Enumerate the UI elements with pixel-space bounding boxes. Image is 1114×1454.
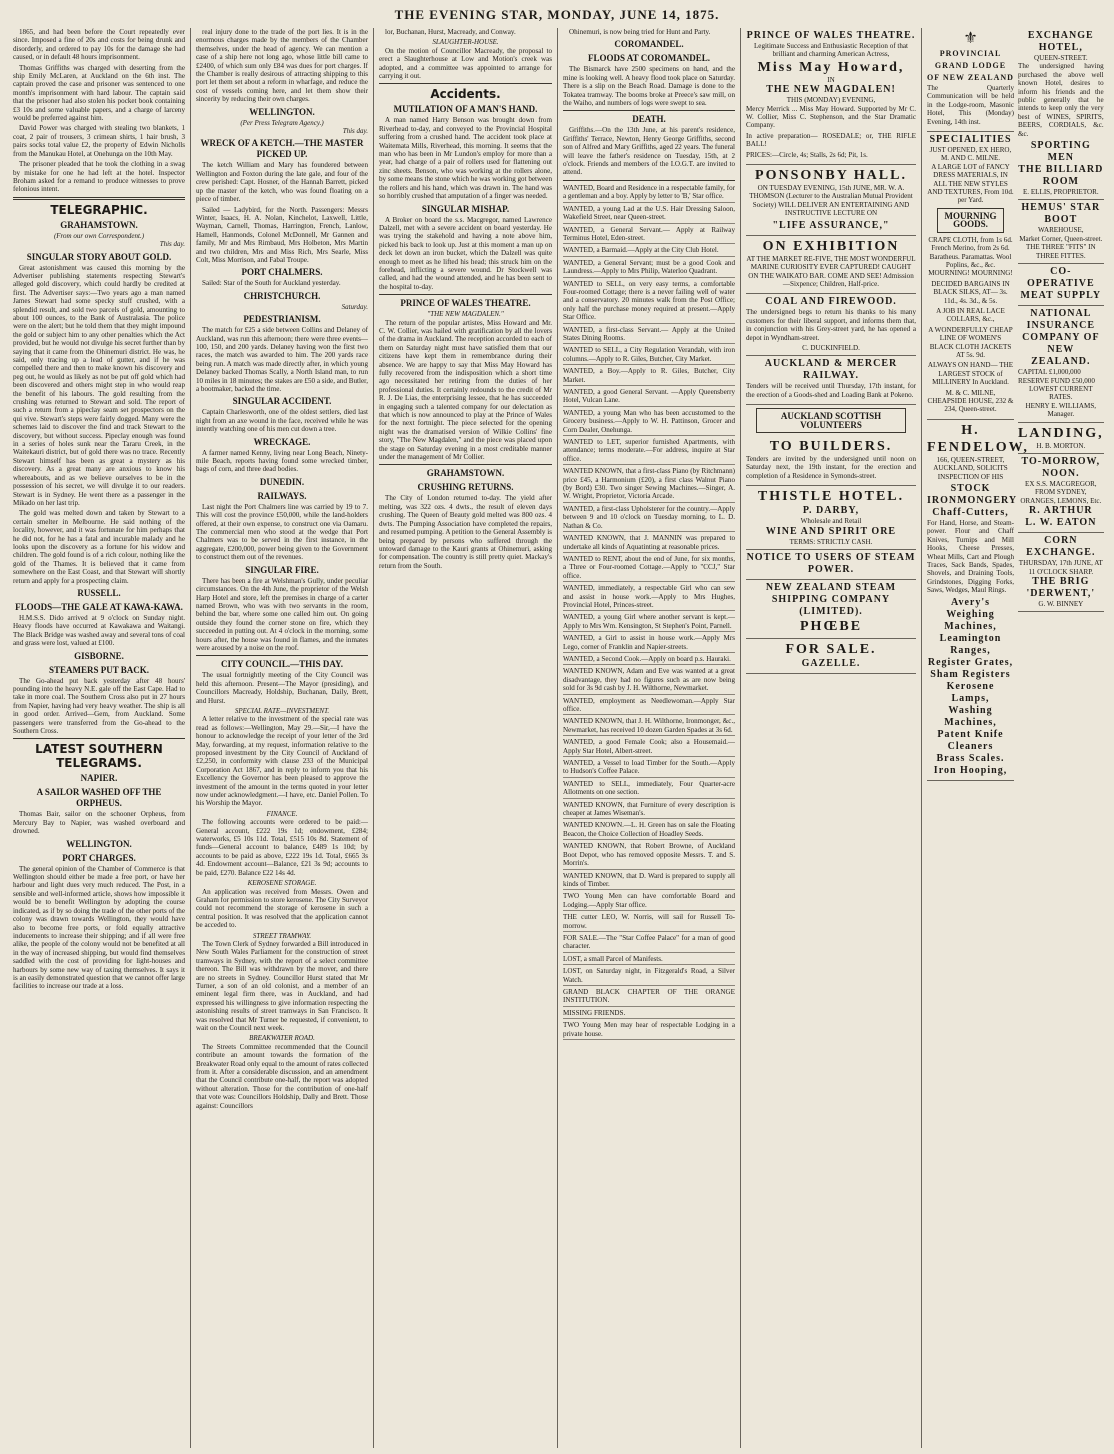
article-heading: PORT CHARGES. [62, 852, 136, 863]
article-text: lor, Buchanan, Hurst, Macready, and Conway. [385, 28, 516, 36]
article-heading: SINGULAR FIRE. [245, 564, 319, 575]
article-text: The ketch William and Mary has foundered between Wellington and Foxton during the late gale, and four of the crew perished: Capt. Hosner, of the Hannah Barrett, picked up the master of the ketch, who was found floating on a piece of timber. [196, 161, 368, 204]
article-text: Sailed — Ladybird, for the North. Passengers: Messrs Winter, Isaacs, H. A. Nolan, Kinchelot, Laxwell, Little, Wayman, Carnell, Thomas, Harrington, French, Lanlow, Hamell, Hanmonds, Colonel McDonnell, Mr Gannen and family, Mr and Mrs Rimbaud, Mrs Holbeton, Mrs Martin and two children, Mrs and Miss Rich, Mrs Searle, Miss Colt, Miss Morrison, and Fabal Troupe. [196, 205, 368, 264]
ad-title: WINE AND SPIRIT ORE [765, 525, 897, 537]
classified-ad: TWO Young Men may hear of respectable Lodging in a private house. [563, 1021, 735, 1040]
place-heading: GRAHAMSTOWN. [426, 468, 505, 479]
ad-text: THIS (MONDAY) EVENING, [786, 96, 876, 105]
classified-ad: WANTED, employment as Needlewoman.—Apply Star office. [563, 697, 735, 716]
place-heading: GISBORNE. [74, 650, 124, 661]
mourning-box: MOURNING GOODS. [937, 208, 1004, 233]
place-heading: COROMANDEL. [614, 39, 684, 50]
ad-text: H. B. MORTON. [1036, 441, 1086, 450]
ad-title: PRINCE OF WALES THEATRE. [746, 30, 916, 41]
ad-text: A JOB IN REAL LACE COLLARS, &c., [936, 306, 1005, 324]
subheading: "THE NEW MAGDALEN." [427, 310, 504, 319]
newspaper-page [8, 28, 1106, 1448]
exchange-hotel-ad [1018, 28, 1104, 200]
ad-text: ALWAYS ON HAND— THE LARGEST STOCK of MILLINERY In Auckland. [927, 361, 1014, 387]
article-text: Great astonishment was caused this morning by the Advertiser publishing statements respecting Stewart's alleged gold discovery, which could hardly be credited at first. The Advertiser says:—Two years ago a man named James Stewart had some specky stuff crushed, with a splendid result, and sold two parcels of gold, amounting to about 100 ounces, to the Bank of Australasia. The police were on the alert; but he told them that they might impound the gold or subject him to any other penalties which the Act provided, but he would not divulge his secret further than by saying that it came from the Ohinemuri district. He was, he said, only tracing up a lead of gutter, and if he was compelled there and then to make known his discovery and peg out, he would as likely as not be put off gold which had been discovered and others might step in who would reap the benefit of his labours. The gold resulting from the crushing was returned to Stewart and sold. The report of such a return from a pipeclay seam set prospectors on the qui vive. Stewart's steps were fairly dogged. Many were the schemes laid to discover the find and track Stewart to the discovery, but without success. Pipeclay enough was found in a series of holes sunk near the Tararu Creek, in the Waitekauri district, but of gold there was no trace. Recently Stewart himself has been as great a mystery as his discovery. As a great many are anxious to know his whereabouts, and as we believe ourselves to be in the possession of his secret, we will divulge it to our readers. Stewart is in Sydney. He went there as a passenger in the Mikado on her last trip. [13, 263, 185, 507]
ad-text: THE THREE "FITS" IN THREE FITTES. [1025, 243, 1096, 260]
ad-title: IRONMONGERY [927, 495, 1018, 507]
ad-text: Legitimate Success and Enthusiastic Reception of that brilliant and charming American Actress, [753, 42, 909, 59]
place-heading: WELLINGTON. [249, 106, 315, 117]
article-heading: SINGULAR MISHAP. [421, 203, 510, 214]
ad-text: A LARGE LOT of FANCY DRESS MATERIALS, IN ALL THE NEW STYLES AND TEXTURES, From 10d. per Yard. [927, 162, 1014, 205]
article-text: 1865, and had been before the Court repeatedly ever since. Imposed a fine of 20s and costs for being drunk and disorderly, and ordered to pay 10s for the damage she had caused, or in default 48 hours imprisonment. [13, 28, 185, 62]
classified-ad: WANTED, a Barmaid.—Apply at the City Club Hotel. [563, 246, 735, 256]
article-heading: CITY COUNCIL.—THIS DAY. [220, 659, 344, 670]
classified-ad: WANTED, immediately, a respectable Girl who can sew and assist in house work.—Apply to Mrs Hughes, Provincial Hotel, Princes-street. [563, 584, 735, 611]
classified-ad: WANTED KNOWN.—L. H. Green has on sale the Floating Beacon, the Choice Collection of Hoadley Seeds. [563, 821, 735, 840]
ad-text: The Quarterly Communication will be held in the Lodge-room, Masonic Hotel, This (Monday) Evening, 14th inst. [927, 84, 1014, 126]
classified-ad: WANTED, a Vessel to load Timber for the South.—Apply to Hudson's Coffee Palace. [563, 759, 735, 778]
article-text: On the motion of Councillor Macready, the proposal to erect a Slaughterhouse at Low and Motion's creek was adopted, and a committee was appointed to arrange for carrying it out. [379, 46, 552, 81]
classified-ad: GRAND BLACK CHAPTER OF THE ORANGE INSTITUTION. [563, 988, 735, 1007]
column-6 [922, 28, 1106, 1448]
compass-square-icon: ⚜ [963, 30, 978, 47]
ad-text: HENRY E. WILLIAMS, Manager. [1025, 401, 1097, 419]
ad-title: THE NEW MAGDALEN! [766, 84, 896, 96]
ad-text: TERMS: STRICTLY CASH. [789, 537, 873, 546]
classified-ad: TWO Young Men can have comfortable Board and Lodging.—Apply Star office. [563, 892, 735, 911]
corn-exchange-ad [1018, 533, 1104, 612]
article-text: Captain Charlesworth, one of the oldest settlers, died last night from an axe wound in the face, received while he was intently watching one of his men cut down a tree. [196, 408, 368, 434]
ad-title: L. W. EATON [1025, 517, 1097, 529]
article-text: The Streets Committee recommended that the Council contribute an amount towards the formation of the Breakwater Road only equal to the amount of rates collected from it. After a considerable discussion, and an amendment that the Council contribute one-half, the report was adopted without alteration. Those for the contribution of one-half that vote was: Councillors Holdship, Dally and Brett. Those against: Councillors [196, 1042, 368, 1110]
ad-title: THE BRIG 'DERWENT,' [1026, 575, 1096, 599]
article-text: The following accounts were ordered to be paid:—General account, £222 19s 1d; endowment, £284; waterworks, £5 10s 11d. Total, £515 10s 8d. Statement of funds—General account to balance, £489 1s 10d; by accounts to be paid as above, £222 19s 1d. Total, £665 3s 4d. Endowment account—Balance, £21 3s 9d; accounts to be paid, £270. Balance £22 14s 4d. [196, 818, 368, 877]
article-heading: SINGULAR STORY ABOUT GOLD. [26, 251, 172, 262]
ad-text: CAPITAL £1,000,000 [1018, 368, 1081, 377]
ad-text: Mercy Merrick ... Miss May Howard. Supported by Mr C. W. Collier, Miss C. Stephenson, and the Star Dramatic Company. [746, 104, 916, 130]
subheading: SPECIAL RATE—INVESTMENT. [234, 706, 330, 715]
article-text: An application was received from Messrs. Owen and Graham for permission to store kerosene. The City Surveyor could not recommend the storage of kerosene in such a central position. It was resolved that the application cannot be acceded to. [196, 887, 368, 930]
dateline: This day. [342, 127, 368, 136]
place-heading: PORT CHALMERS. [241, 267, 323, 278]
article-text: A farmer named Kenny, living near Long Beach, Ninety-mile Beach, reports having found some wrecked timber, bags of corn, and three dead bodies. [196, 448, 368, 474]
ad-text: M. & C. MILNE, CHEAPSIDE HOUSE, 232 & 234, Queen-street. [927, 388, 1014, 414]
classified-ad: WANTED, a young Girl where another servant is kept.—Apply to Mrs Wm. Kensington, St Stephen's Point, Parnell. [563, 613, 735, 632]
article-text: The usual fortnightly meeting of the City Council was held this afternoon. Present—The Mayor (presiding), and Councillors Macready, Holdship, Buchanan, Daily, Brett, and Hurst. [196, 671, 368, 705]
subheading: SLAUGHTER-HOUSE. [432, 38, 499, 47]
ad-text: G. W. BINNEY [1038, 599, 1084, 608]
column-4 [558, 28, 741, 1448]
article-text: Sailed: Star of the South for Auckland yesterday. [202, 279, 341, 288]
classified-ad: WANTED, Board and Residence in a respectable family, for a gentleman and a boy. Apply by letter to 'B,' Star office. [563, 184, 735, 203]
article-heading: PEDESTRIANISM. [243, 314, 321, 325]
classified-ad: LOST, a small Parcel of Manifests. [563, 955, 735, 965]
exhibition-ad [746, 236, 916, 295]
article-heading: MUTILATION OF A MAN'S HAND. [393, 104, 538, 115]
classified-ad: WANTED, a good Female Cook; also a Housemaid.—Apply Star Hotel, Albert-street. [563, 738, 735, 757]
article-text: The general opinion of the Chamber of Commerce is that Wellington should either be made a free port, or have her harbour and light dues very much reduced. The Post, in a sensible and well-informed article, shows how impossible it would be to benefit Wellington by adopting the course indicated, as if by so doing the trade of the other ports of the colony was drawn towards Wellington, they would have also to become free ports, or fold equally attractive inducements to increase their shipping; and if all were free alike, the people of the colony would not be benefited at all in the way of increased shipping, but would find themselves saddled with the cost of providing for light-houses and harbours by some new way of taxing themselves. It says it is an easily demonstrated question that we cannot offer large facilities to increase our trade at a loss. [13, 864, 185, 991]
section-heading: TELEGRAPHIC. [50, 202, 148, 217]
dateline: This day. [159, 240, 185, 249]
ad-title: Register Grates, Sham Registers [927, 656, 1014, 680]
article-text: real injury done to the trade of the port lies. It is in the enormous charges made by the members of the Chamber themselves, under the head of agency. We can mention a case of a ship here not long ago, whose little bill came to £2400, of which sum only £84 was dues for port charges. If the Chamber is really desirous of attracting shipping to this port let them set about a reform in wharfage, and reduce the cost of vessels coming here, and let them show their sincerity by reducing their own charges. [196, 28, 368, 104]
ad-text: RESERVE FUND £50,000 [1018, 376, 1095, 385]
article-text: A Broker on board the s.s. Macgregor, named Lawrence Dalzell, met with a severe accident on board yesterday. He was trying the stakehold and having a note above him, picked his back to look up. Just at this moment a man up on deck let down an iron bucket, which the Dalzell was quite enough to meet as he lifted his head; this struck him on the forehead, inflicting a severe wound. Dr Stockwell was called, and had the wound attended, and he has been sent to the hospital to-day. [379, 215, 552, 291]
classified-ad: THE cutter LEO, W. Norris, will sail for Russell To-morrow. [563, 913, 735, 932]
ad-title: GAZELLE. [801, 658, 861, 669]
ad-title: NOTICE TO USERS OF STEAM POWER. [746, 552, 916, 575]
article-heading: SINGULAR ACCIDENT. [232, 396, 332, 407]
classified-ad: WANTED KNOWN, that J. H. Wilthorne, Ironmonger, &c., Newmarket, has received 10 dozen Garden Spades at 3s 6d. [563, 717, 735, 736]
ad-title: Washing Machines, Patent Knife Cleaners [937, 704, 1004, 752]
article-heading: FLOODS AT COROMANDEL. [588, 53, 710, 64]
ad-text: E. ELLIS, PROPRIETOR. [1022, 188, 1099, 197]
classified-ad: WANTED to SELL, on very easy terms, a comfortable Four-roomed Cottage; there is a never failing well of water and a conservatory. 20 minutes walk from the Post Office; only half the purchase money required at present.—Apply Star Office. [563, 280, 735, 324]
article-text: A man named Harry Benson was brought down from Riverhead to-day, and conveyed to the Provincial Hospital suffering from a crushed hand. The accident took place at Waitemata Mills, Riverhead, this morning. It seems that the man who has been in Mr Lundon's employ for more than a year, had charge of a pair of rollers used for flattening out zinc sheets. Benson, who was working at the rollers alone, by some means the stone which he was working got between the rollers and his hand, which was drawn in. The hand was so horribly crushed that amputation of a finger was needed. [379, 116, 552, 201]
place-heading: WELLINGTON. [66, 838, 132, 849]
subheading: STREET TRAMWAY. [252, 931, 312, 940]
article-text: Ohinemuri, is now being tried for Hunt and Party. [569, 28, 711, 36]
article-heading: WRECK OF A KETCH.—THE MASTER PICKED UP. [200, 138, 364, 160]
ad-title: TO-MORROW, NOON. [1021, 455, 1101, 479]
ad-title: "LIFE ASSURANCE," [772, 219, 890, 231]
column-3 [374, 28, 558, 1448]
meat-ad [1018, 264, 1104, 306]
place-heading: RUSSELL. [77, 587, 121, 598]
classified-ad: WANTED, a General Servant.— Apply at Railway Terminus Hotel, Eden-street. [563, 226, 735, 245]
classified-ad: WANTED KNOWN, that J. MANNIN was prepared to undertake all kinds of Aquatinting at reasonable prices. [563, 534, 735, 553]
lecture-ad [746, 165, 916, 236]
classified-ad: WANTED to RENT, about the end of June, for six months, a Three or Four-roomed Cottage.—Apply to "CCJ," Star office. [563, 555, 735, 582]
article-heading: A SAILOR WASHED OFF THE ORPHEUS. [36, 787, 162, 809]
ad-text: AT THE MARKET RE-FIVE, THE MOST WONDERFUL MARINE CURIOSITY EVER CAPTURED! CAUGHT ON THE WAIKATO BAR. COME AND SEE! Admission—Sixpence; Children, Half-price. [746, 254, 916, 288]
section-heading: LATEST SOUTHERN TELEGRAMS. [35, 742, 163, 771]
place-heading: GRAHAMSTOWN. [60, 219, 138, 230]
ad-text: DECIDED BARGAINS IN BLACK SILKS, AT— 3s. 11d., 4s. 3d., & 5s. [931, 279, 1010, 305]
ad-text: JUST OPENED, EX HERO, [929, 146, 1012, 155]
subheading: BREAKWATER ROAD. [249, 1034, 315, 1043]
volunteers-notice: AUCKLAND SCOTTISH VOLUNTEERS [756, 408, 906, 433]
classified-ad: WANTED, a Boy.—Apply to R. Giles, Butcher, City Market. [563, 367, 735, 386]
place-heading: CHRISTCHURCH. [243, 290, 321, 301]
ad-text: Wholesale and Retail [800, 517, 862, 526]
notice-text: Griffiths.—On the 13th June, at his parent's residence, Griffiths' Terrace, Newton, Henry George Griffiths, second son of Alfred and Mary Griffiths, aged 22 years. The funeral will leave the father's residence on Tuesday, 15th, at 2 o'clock. Friends and members of the I.O.G.T. are invited to attend. [563, 126, 735, 177]
dateline: Saturday. [341, 302, 368, 311]
ad-text: The undersigned begs to return his thanks to his many customers for their liberal support, and informs them that, in conjunction with his Grey-street yard, he has opened a depot in Wyndham-street. [746, 308, 916, 342]
column-1 [8, 28, 191, 1448]
place-heading: NAPIER. [80, 773, 118, 784]
article-heading: FLOODS—THE GALE AT KAWA-KAWA. [15, 601, 183, 612]
landing-ad [1018, 423, 1104, 454]
ad-title: AUCKLAND & MERCER RAILWAY. [764, 358, 898, 382]
article-text: The City of London returned to-day. The yield after melting, was 322 ozs. 4 dwts., the result of eleven days crushing. The Queen of Beauty gold melted was 800 ozs. 4 dwts. The Pumping Association have completed the repairs, and resumed pumping. A petition to the General Assembly is being prepared by persons who suffered through the untoward damage to the Kauri grants at Ohinemuri, asking for compensation. The country is still pretty quiet. Mackay's return from the South. [379, 494, 552, 570]
fendelow-ad [927, 420, 1029, 781]
article-heading: WRECKAGE. [253, 436, 311, 447]
ad-title: P. DARBY, [802, 505, 860, 517]
column-5 [741, 28, 922, 1448]
article-heading: CRUSHING RETURNS. [417, 482, 514, 493]
classified-ad: WANTED KNOWN, that Robert Browne, of Auckland Boot Depot, who has removed opposite Messrs. T. and S. Morrin's. [563, 842, 735, 869]
ad-text: Market Corner, Queen-street. [1019, 234, 1103, 243]
hotel-ad [746, 486, 916, 550]
ad-text: ON TUESDAY EVENING, 15th JUNE, MR. W. A. THOMSON (Lecturer to the Australian Mutual Provident Society) WILL DELIVER AN ENTERTAINING AND INSTRUCTIVE LECTURE ON [749, 184, 913, 218]
ad-title: THISTLE HOTEL. [757, 489, 905, 505]
article-text: The prisoner pleaded that he took the clothing in a swag by mistake for one he had left at the hotel. Inspector Broham asked for a remand to produce witnesses to prove felonious intent. [13, 160, 185, 194]
article-heading: STEAMERS PUT BACK. [48, 664, 150, 675]
classified-ad: WANTED, a young Man who has been accustomed to the Grocery business.—Apply to W. H. Pattinson, Grocer and Corn Dealer, Onehunga. [563, 409, 735, 436]
auction-ad [1018, 454, 1104, 533]
builders-ad [746, 436, 916, 486]
ad-text: PRICES:—Circle, 4s; Stalls, 2s 6d; Pit, 1s. [746, 150, 868, 159]
classified-ad: WANTED, a good General Servant. —Apply Queensberry Hotel, Vulcan Lane. [563, 388, 735, 407]
subheading: FINANCE. [266, 809, 298, 818]
coal-ad [746, 294, 916, 356]
ad-title: Miss May Howard, [757, 59, 905, 75]
article-text: H.M.S.S. Dido arrived at 9 o'clock on Sunday night. Heavy floods have occurred at Kawakawa and Waitangi. The Black Bridge was washed away and several tons of coal and grass were lost, valued at £100. [13, 613, 185, 648]
article-text: The Go-ahead put back yesterday after 48 hours' pounding into the heavy N.E. gale off the East Cape. Had to take in more coal. The Southern Cross also put in 27 hours from Napier, having had very heavy weather. The ship is all in good order. Arrived—Gem, from Auckland. Some passengers were transferred from the Go-ahead to the Southern Cross. [13, 676, 185, 736]
classified-ad: LOST, on Saturday night, in Fitzgerald's Road, a Silver Watch. [563, 967, 735, 986]
ad-title: CO-OPERATIVE MEAT SUPPLY [1020, 266, 1102, 302]
article-text: The return of the popular artistes, Miss Howard and Mr. C. W. Collier, was hailed with gratification by all the lovers of the drama in Auckland. The reception accorded to each of them on Saturday night must have satisfied them that our citizens have kept them in remembrance during their absence. We are happy to say that Miss May Howard has fully recovered from the indisposition which a short time ago necessitated her retiring from the duties of her professional duties. It certainly redounds to the credit of Mr R. J. De Lias, the enterprising lessee, that he has succeeded in engaging such a talented company for our delectation as that which is now announced to play at the Prince of Wales for the next fortnight. The piece selected for the opening night was the dramatised version of Wilkie Collins' fine story, "The New Magdalen," and the piece was placed upon the stage on Saturday evening in a most creditable manner under the management of Mr Collier. [379, 318, 552, 462]
classified-ad: WANTED KNOWN, that Furniture of every description is cheaper at James Wiseman's. [563, 801, 735, 820]
subheading: KEROSENE STORAGE. [247, 879, 317, 888]
article-text: Thomas Bair, sailor on the schooner Orpheus, from Mercury Bay to Napier, was washed overboard and drowned. [13, 810, 185, 836]
theatre-ad [746, 28, 916, 165]
milne-ad [927, 132, 1014, 420]
masthead: THE EVENING STAR, MONDAY, JUNE 14, 1875. [394, 7, 720, 22]
ad-text: A WONDERFULLY CHEAP LINE OF WOMEN'S BLACK CLOTH JACKETS AT 5s. 9d. [928, 325, 1013, 359]
byline: (Per Press Telegram Agency.) [240, 118, 324, 127]
place-heading: DUNEDIN. [259, 476, 305, 487]
column-2 [191, 28, 374, 1448]
ad-text: CRAPE CLOTH, from 1s 6d. French Merino, from 2s 6d. Baratheus. Paramattas. Wool Poplins, &c., &c. MOURNING! MOURNING! [928, 235, 1013, 278]
classified-ad: WANTED, a first-class Servant.— Apply at the United States Dining Rooms. [563, 326, 735, 345]
ad-text: EX S.S. MACGREGOR, FROM SYDNEY, [1025, 479, 1097, 497]
ad-title: Leamington Ranges, [939, 632, 1002, 656]
ad-title: Brass Scales. [936, 752, 1005, 764]
ad-title: Chaff-Cutters, [932, 507, 1009, 519]
railway-ad [746, 356, 916, 405]
sale-ad [746, 639, 916, 674]
article-text: The gold was melted down and taken by Stewart to a certain smelter in Melbourne. He said nothing of the locality, however, and it was fortunate for him perhaps that he did not, for he has a fatal and incurable malady and he looks upon the discovery as a fortune for his widow and children. The gold found is of a rich colour, nothing like the gold of the Thames. It is believed that it came from somewhere on the East Coast, and that Stewart will shortly return and apply for a prospecting claim. [13, 509, 185, 585]
article-heading: RAILWAYS. [257, 490, 307, 501]
article-text: The match for £25 a side between Collins and Delaney of Auckland, was run this afternoon; there were three events—100, 150, and 200 yards. Delaney having won the first two races, the match was awarded to him. The 200 yards race being run. A match was made directly after, in which young Delaney backed Thomas Scally, a North Island man, to run 10 miles in 18 minutes; the stakes are £50 a side, and Butler, a bootmaker, backed the time. [196, 326, 368, 393]
classified-ad: WANTED, a Second Cook.—Apply on board p.s. Hauraki. [563, 655, 735, 665]
classified-ad: WANTED KNOWN, that D. Ward is prepared to supply all kinds of Timber. [563, 872, 735, 891]
classified-ad: WANTED, a Girl to assist in house work.—Apply Mrs Lego, corner of Franklin and Napier-streets. [563, 634, 735, 653]
classified-ad: WANTED, a first-class Upholsterer for the country.—Apply between 9 and 10 o'clock on Tuesday morning, to L. D. Nathan & Co. [563, 505, 735, 532]
article-text: Last night the Port Chalmers line was carried by 19 to 7. This will cost the province £50,000, while the land-holders offered, at their own expense, to construct one via Oamaru. The commercial men who stood at the wedge that Port Chalmers was to be served in the first instance, in the aggregate, £200,000, power being given to the Government to construct them out of the revenues. [196, 502, 368, 562]
ad-title: THE BILLIARD ROOM [1018, 164, 1104, 188]
article-text: The Town Clerk of Sydney forwarded a Bill introduced in New South Wales Parliament for the construction of street tramways in Sydney, with the report of a select committee thereon. The Bill was withdrawn by the mover, and there are no streets in Sydney. Councillor Hurst stated that Mr Turner, a son of an old colonist, and a member of an eminent legal firm there, was in Auckland, and had expressed his willingness to give information respecting the astonishing results of street tramways in San Francisco. It was resolved that Mr Turner be requested, if convenient, to wait on the Council next week. [196, 939, 368, 1032]
ad-text: Tenders will be received until Thursday, 17th instant, for the erection of a Goods-shed and Loading Bank at Pokeno. [746, 382, 916, 399]
article-text: Thomas Griffiths was charged with deserting from the ship Emily McLaren, at Auckland on the 6th inst. The captain proved the case and prisoner was sentenced to one month's imprisonment with hard labour. The captain said that the prisoner had also stolen his pocket book containing £3 10s and some valuable papers, and a charge of larceny would be preferred against him. [13, 63, 185, 123]
ad-text: 166, QUEEN-STREET, AUCKLAND, SOLICITS INSPECTION OF HIS [933, 455, 1008, 481]
ad-title: NATIONAL INSURANCE COMPANY OF NEW ZEALAND. [1022, 308, 1100, 368]
classified-ad: WANTED, a young Lad at the U.S. Hair Dressing Saloon, Wakefield Street, near Queen-street. [563, 205, 735, 224]
classified-ad: FOR SALE.—The "Star Coffee Palace" for a man of good character. [563, 934, 735, 953]
ad-title: ON EXHIBITION [762, 238, 900, 254]
classified-ad: WANTED to SELL, immediately, Four Quarter-acre Allotments on one section. [563, 780, 735, 799]
section-heading: Accidents. [430, 87, 501, 102]
byline: (From our own Correspondent.) [53, 231, 145, 240]
ad-text: LOWEST CURRENT RATES. [1029, 384, 1093, 402]
ad-text: WAREHOUSE, [1038, 226, 1084, 235]
ad-title: HEMUS' STAR BOOT [1021, 202, 1101, 226]
article-text: A letter relative to the investment of the special rate was read as follows:—Wellington, May 29.—Sir,—I have the honour to acknowledge the receipt of your letter of the 3rd May, forwarding, at my request, information relative to the proposed investment by the City Council of Auckland of £2,250, in conformity with clause 233 of the Municipal Corporation Act 1867, and in reply to inform you that his Excellency the Governor has been pleased to approve the investment of the amount in the terms quoted in your letter now under acknowledgment.—I have, etc. Daniel Pollen. To his Worship the Mayor. [196, 715, 368, 808]
ad-title: R. ARTHUR [1028, 505, 1093, 517]
article-heading: PRINCE OF WALES THEATRE. [400, 298, 531, 309]
notice-heading: DEATH. [632, 114, 666, 125]
ad-title: LANDING, [1018, 425, 1104, 441]
notice-ad [746, 550, 916, 580]
classified-ad: WANTED, a General Servant; must be a good Cook and Laundress.—Apply to Mrs Philip, Waterloo Quadrant. [563, 259, 735, 278]
insurance-ad [1018, 306, 1104, 422]
ad-title: Avery's Weighing Machines, [944, 596, 997, 632]
ad-title: SPORTING MEN [1030, 140, 1091, 164]
ad-text: For Hand, Horse, and Steam-power. Flour and Chaff Knives, Turnips and Mill Hooks, Cheese Presses, Wheat Mills, Cart and Plough Traces, Sack Bands, Spades, Shovels, and Draining Tools, Grindstones, Digging Forks, Saws, Wedges, Maul Rings. [927, 519, 1014, 595]
article-text: David Power was charged with stealing two blankets, 1 coat, 2 pair of trousers, 3 crimean shirts, 1 hair brush, 3 pairs socks total value £2, the property of Edwin Nicholls from the Manukau Hotel, at Onehunga on the 10th May. [13, 124, 185, 158]
ad-title: FOR SALE. [785, 642, 877, 657]
ad-title: H. FENDELOW, [927, 422, 1029, 455]
classified-ad: WANTED to SELL, a City Regulation Verandah, with iron columns.—Apply to R. Giles, Butcher, City Market. [563, 346, 735, 365]
ad-title: TO BUILDERS. [769, 438, 893, 454]
steamship-ad [746, 580, 916, 639]
ad-text: ORANGES, LEMONS, Etc. [1020, 496, 1102, 505]
ad-title: Iron Hooping, [933, 764, 1008, 776]
ad-title: STOCK [950, 483, 991, 495]
classified-ad: WANTED KNOWN, Adam and Eve was wanted at a great disadvantage, they had no figures such as are now being sold for 3s 9d cash by J. H. Wilthorne, Newmarket. [563, 667, 735, 694]
ad-title: PONSONBY HALL. [755, 168, 907, 184]
ad-title: NEW ZEALAND STEAM SHIPPING COMPANY (LIMITED). [765, 582, 897, 617]
classified-ad: WANTED KNOWN, that a first-class Piano (by Ritchmann) price £45, a Harmonium (£20), a first class Walnut Piano (by Bord) £30. Two singer Sewing Machines.—Singer, A. W. Wright, Proprietor, Victoria Arcade. [563, 467, 735, 503]
ad-title: PROVINCIAL GRAND LODGE OF NEW ZEALAND [927, 49, 1014, 82]
article-text: There has been a fire at Welshman's Gully, under peculiar circumstances. On the 4th June, the proprietor of the Welsh Harp Hotel and store, left the premises in charge of a carter named Brown, who was with two servants in the room, behind the bar, where some one called him out. On going outside they found the corner stone on fire, which they succeeded in putting out. At 4 o'clock in the morning, some hours after, the house was found in flames, and the inmates were aroused by a noise on the roof. [196, 576, 368, 652]
ad-title: CORN EXCHANGE. [1026, 535, 1096, 559]
ad-text: Tenders are invited by the undersigned until noon on Saturday next, the 19th instant, for the erection and completion of a Residence in Symonds-street. [746, 454, 916, 480]
ad-text: IN [827, 75, 835, 84]
ad-text: QUEEN-STREET. [1033, 54, 1088, 62]
classified-ad: MISSING FRIENDS. [563, 1009, 735, 1019]
ad-title: PHŒBE [799, 619, 863, 634]
classified-ads [563, 184, 735, 1040]
ad-title: COAL AND FIREWOOD. [765, 296, 897, 308]
ad-text: The undersigned having purchased the above well known Hotel, desires to inform his friends and the public generally that he intends to keep only the very best of WINES, SPIRITS, BEERS, CORDIALS, &c. &c. [1018, 62, 1104, 138]
ad-text: THURSDAY, 17th JUNE, AT 11 O'CLOCK SHARP. [1018, 559, 1103, 576]
classified-ad: WANTED to LET, superior furnished Apartments, with attendance; terms moderate.—For address, inquire at Star office. [563, 438, 735, 465]
ad-text: In active preparation— ROSEDALE; or, THE RIFLE BALL! [746, 131, 916, 149]
ad-signature: C. DUCKINFIELD. [802, 343, 860, 352]
article-text: The Bismarck have 2500 specimens on hand, and the mine is looking well. A heavy flood took place on Saturday. There is a slip on the Beach Road. Damage is done to the Tokatea tramway. The booms broke at Preece's saw mill, on the Waiho, and numbers of logs were swept to sea. [563, 65, 735, 108]
ad-title: EXCHANGE HOTEL, [1027, 30, 1094, 53]
lodge-ad [927, 28, 1014, 132]
ad-title: Kerosene Lamps, [946, 680, 995, 704]
ad-title: SPECIALITIES [929, 134, 1012, 146]
boot-ad [1018, 200, 1104, 264]
ad-text: M. AND C. MILNE. [940, 154, 1001, 163]
